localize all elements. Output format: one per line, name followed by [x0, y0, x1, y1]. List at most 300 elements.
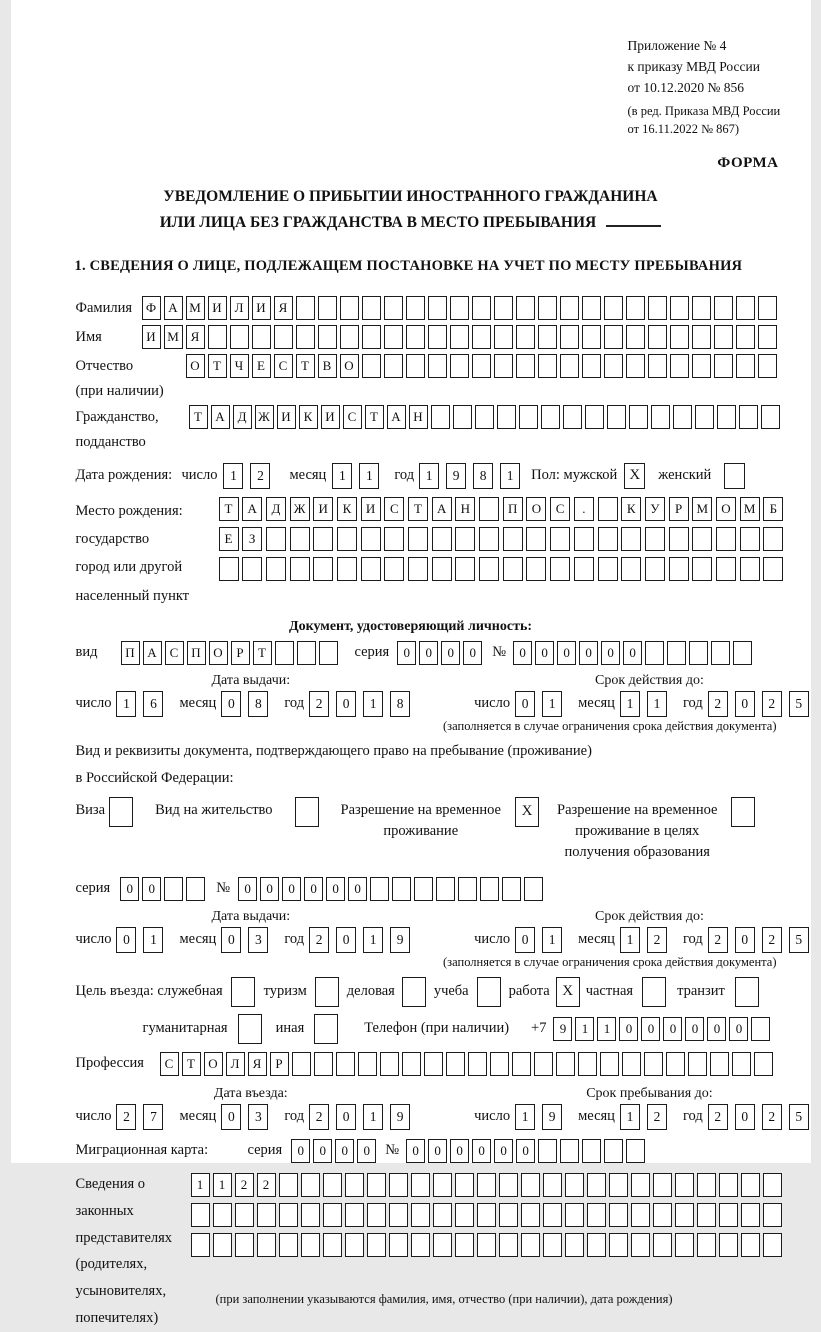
char-box[interactable]: [384, 296, 403, 320]
char-box[interactable]: [219, 557, 239, 581]
char-box[interactable]: [582, 354, 601, 378]
char-box[interactable]: [502, 877, 521, 901]
char-box[interactable]: [622, 1052, 641, 1076]
char-box[interactable]: [402, 1052, 421, 1076]
char-box[interactable]: [323, 1173, 342, 1197]
char-box[interactable]: [411, 1233, 430, 1257]
char-box[interactable]: 0: [120, 877, 139, 901]
char-box[interactable]: 0: [397, 641, 416, 665]
char-box[interactable]: [521, 1203, 540, 1227]
char-box[interactable]: [455, 1233, 474, 1257]
visa-checkbox[interactable]: [109, 797, 133, 827]
char-box[interactable]: [560, 354, 579, 378]
char-box[interactable]: [242, 557, 262, 581]
char-box[interactable]: [675, 1173, 694, 1197]
char-box[interactable]: 9: [553, 1017, 572, 1041]
char-box[interactable]: [450, 325, 469, 349]
char-box[interactable]: [543, 1173, 562, 1197]
char-box[interactable]: 0: [357, 1139, 376, 1163]
char-box[interactable]: [406, 325, 425, 349]
char-box[interactable]: И: [313, 497, 333, 521]
char-box[interactable]: 0: [494, 1139, 513, 1163]
char-box[interactable]: [252, 325, 271, 349]
char-box[interactable]: [380, 1052, 399, 1076]
char-box[interactable]: 2: [309, 927, 329, 953]
char-box[interactable]: [336, 1052, 355, 1076]
char-box[interactable]: [479, 557, 499, 581]
char-box[interactable]: [453, 405, 472, 429]
char-box[interactable]: [598, 557, 618, 581]
char-box[interactable]: 1: [620, 927, 640, 953]
char-box[interactable]: С: [160, 1052, 179, 1076]
char-box[interactable]: [670, 325, 689, 349]
char-box[interactable]: [313, 527, 333, 551]
char-box[interactable]: 1: [500, 463, 520, 489]
char-box[interactable]: [499, 1233, 518, 1257]
char-box[interactable]: [480, 877, 499, 901]
char-box[interactable]: [763, 1233, 782, 1257]
char-box[interactable]: [361, 557, 381, 581]
char-box[interactable]: [266, 557, 286, 581]
char-box[interactable]: [673, 405, 692, 429]
sex-female-checkbox[interactable]: [724, 463, 745, 489]
char-box[interactable]: [717, 405, 736, 429]
char-box[interactable]: [689, 641, 708, 665]
char-box[interactable]: 8: [248, 691, 268, 717]
char-box[interactable]: 2: [647, 927, 667, 953]
temp-permit-checkbox[interactable]: X: [515, 797, 539, 827]
char-box[interactable]: 1: [575, 1017, 594, 1041]
char-box[interactable]: [479, 527, 499, 551]
char-box[interactable]: [406, 354, 425, 378]
char-box[interactable]: [318, 325, 337, 349]
char-box[interactable]: М: [186, 296, 205, 320]
char-box[interactable]: [534, 1052, 553, 1076]
char-box[interactable]: [669, 557, 689, 581]
char-box[interactable]: [384, 354, 403, 378]
char-box[interactable]: Д: [266, 497, 286, 521]
char-box[interactable]: 3: [248, 927, 268, 953]
char-box[interactable]: [550, 557, 570, 581]
char-box[interactable]: Ч: [230, 354, 249, 378]
char-box[interactable]: [290, 557, 310, 581]
char-box[interactable]: [741, 1203, 760, 1227]
char-box[interactable]: П: [503, 497, 523, 521]
char-box[interactable]: [230, 325, 249, 349]
char-box[interactable]: [609, 1173, 628, 1197]
char-box[interactable]: [428, 296, 447, 320]
char-box[interactable]: 0: [601, 641, 620, 665]
char-box[interactable]: [475, 405, 494, 429]
char-box[interactable]: 3: [248, 1104, 268, 1130]
char-box[interactable]: [609, 1203, 628, 1227]
char-box[interactable]: [340, 325, 359, 349]
char-box[interactable]: Я: [248, 1052, 267, 1076]
char-box[interactable]: [213, 1203, 232, 1227]
char-box[interactable]: [604, 354, 623, 378]
char-box[interactable]: [675, 1233, 694, 1257]
char-box[interactable]: Д: [233, 405, 252, 429]
char-box[interactable]: [345, 1173, 364, 1197]
char-box[interactable]: [257, 1203, 276, 1227]
char-box[interactable]: А: [387, 405, 406, 429]
char-box[interactable]: [472, 325, 491, 349]
char-box[interactable]: [556, 1052, 575, 1076]
char-box[interactable]: [758, 296, 777, 320]
char-box[interactable]: [631, 1203, 650, 1227]
char-box[interactable]: О: [716, 497, 736, 521]
char-box[interactable]: 1: [143, 927, 163, 953]
char-box[interactable]: [319, 641, 338, 665]
purpose-business-checkbox[interactable]: [402, 977, 426, 1007]
char-box[interactable]: [675, 1203, 694, 1227]
char-box[interactable]: 1: [515, 1104, 535, 1130]
char-box[interactable]: [358, 1052, 377, 1076]
purpose-work-checkbox[interactable]: X: [556, 977, 580, 1007]
char-box[interactable]: 1: [223, 463, 243, 489]
char-box[interactable]: 0: [735, 927, 755, 953]
char-box[interactable]: [446, 1052, 465, 1076]
char-box[interactable]: 0: [419, 641, 438, 665]
char-box[interactable]: [337, 527, 357, 551]
char-box[interactable]: 2: [762, 927, 782, 953]
char-box[interactable]: [714, 354, 733, 378]
char-box[interactable]: 1: [419, 463, 439, 489]
char-box[interactable]: 2: [309, 691, 329, 717]
purpose-official-checkbox[interactable]: [231, 977, 255, 1007]
char-box[interactable]: [538, 1139, 557, 1163]
char-box[interactable]: [651, 405, 670, 429]
char-box[interactable]: [763, 1203, 782, 1227]
char-box[interactable]: Т: [408, 497, 428, 521]
char-box[interactable]: [688, 1052, 707, 1076]
char-box[interactable]: [362, 296, 381, 320]
char-box[interactable]: 0: [142, 877, 161, 901]
char-box[interactable]: 9: [390, 927, 410, 953]
char-box[interactable]: [574, 527, 594, 551]
char-box[interactable]: О: [209, 641, 228, 665]
char-box[interactable]: 0: [335, 1139, 354, 1163]
char-box[interactable]: [741, 1173, 760, 1197]
char-box[interactable]: 1: [213, 1173, 232, 1197]
char-box[interactable]: [526, 557, 546, 581]
char-box[interactable]: [516, 296, 535, 320]
temp-edu-checkbox[interactable]: [731, 797, 755, 827]
char-box[interactable]: [411, 1173, 430, 1197]
char-box[interactable]: С: [550, 497, 570, 521]
char-box[interactable]: 0: [221, 691, 241, 717]
char-box[interactable]: С: [274, 354, 293, 378]
char-box[interactable]: [458, 877, 477, 901]
char-box[interactable]: [736, 296, 755, 320]
char-box[interactable]: С: [165, 641, 184, 665]
char-box[interactable]: Н: [409, 405, 428, 429]
char-box[interactable]: [550, 527, 570, 551]
char-box[interactable]: [695, 405, 714, 429]
char-box[interactable]: [367, 1173, 386, 1197]
char-box[interactable]: [384, 557, 404, 581]
char-box[interactable]: [763, 1173, 782, 1197]
char-box[interactable]: [389, 1173, 408, 1197]
char-box[interactable]: 0: [729, 1017, 748, 1041]
char-box[interactable]: [565, 1203, 584, 1227]
char-box[interactable]: [538, 354, 557, 378]
char-box[interactable]: [719, 1173, 738, 1197]
char-box[interactable]: М: [164, 325, 183, 349]
char-box[interactable]: [432, 527, 452, 551]
char-box[interactable]: [455, 527, 475, 551]
char-box[interactable]: [541, 405, 560, 429]
char-box[interactable]: 2: [708, 691, 728, 717]
purpose-transit-checkbox[interactable]: [735, 977, 759, 1007]
char-box[interactable]: А: [432, 497, 452, 521]
char-box[interactable]: 1: [332, 463, 352, 489]
char-box[interactable]: 1: [359, 463, 379, 489]
char-box[interactable]: [621, 527, 641, 551]
char-box[interactable]: [433, 1173, 452, 1197]
char-box[interactable]: 8: [473, 463, 493, 489]
char-box[interactable]: [274, 325, 293, 349]
char-box[interactable]: 2: [708, 927, 728, 953]
char-box[interactable]: [763, 527, 783, 551]
char-box[interactable]: [732, 1052, 751, 1076]
char-box[interactable]: [582, 325, 601, 349]
char-box[interactable]: [626, 354, 645, 378]
char-box[interactable]: [191, 1233, 210, 1257]
char-box[interactable]: [292, 1052, 311, 1076]
char-box[interactable]: [477, 1233, 496, 1257]
char-box[interactable]: [406, 296, 425, 320]
char-box[interactable]: [337, 557, 357, 581]
char-box[interactable]: [543, 1233, 562, 1257]
char-box[interactable]: О: [340, 354, 359, 378]
char-box[interactable]: [521, 1173, 540, 1197]
char-box[interactable]: [296, 325, 315, 349]
char-box[interactable]: [604, 1139, 623, 1163]
char-box[interactable]: [468, 1052, 487, 1076]
residence-permit-checkbox[interactable]: [295, 797, 319, 827]
char-box[interactable]: [670, 354, 689, 378]
char-box[interactable]: [340, 296, 359, 320]
char-box[interactable]: [758, 354, 777, 378]
char-box[interactable]: [631, 1173, 650, 1197]
char-box[interactable]: [692, 557, 712, 581]
char-box[interactable]: 1: [542, 691, 562, 717]
char-box[interactable]: 2: [250, 463, 270, 489]
char-box[interactable]: [477, 1203, 496, 1227]
char-box[interactable]: Е: [252, 354, 271, 378]
char-box[interactable]: [626, 1139, 645, 1163]
char-box[interactable]: [692, 296, 711, 320]
char-box[interactable]: [279, 1173, 298, 1197]
char-box[interactable]: [428, 325, 447, 349]
char-box[interactable]: 0: [735, 691, 755, 717]
char-box[interactable]: И: [321, 405, 340, 429]
char-box[interactable]: В: [318, 354, 337, 378]
char-box[interactable]: [741, 1233, 760, 1257]
char-box[interactable]: А: [211, 405, 230, 429]
char-box[interactable]: 9: [390, 1104, 410, 1130]
purpose-tourism-checkbox[interactable]: [315, 977, 339, 1007]
char-box[interactable]: [524, 877, 543, 901]
char-box[interactable]: [538, 296, 557, 320]
char-box[interactable]: 0: [221, 1104, 241, 1130]
char-box[interactable]: [455, 557, 475, 581]
char-box[interactable]: [516, 325, 535, 349]
char-box[interactable]: 9: [542, 1104, 562, 1130]
char-box[interactable]: [516, 354, 535, 378]
char-box[interactable]: [408, 527, 428, 551]
char-box[interactable]: [290, 527, 310, 551]
char-box[interactable]: [758, 325, 777, 349]
char-box[interactable]: [574, 557, 594, 581]
char-box[interactable]: 7: [143, 1104, 163, 1130]
char-box[interactable]: М: [740, 497, 760, 521]
char-box[interactable]: [414, 877, 433, 901]
char-box[interactable]: [587, 1173, 606, 1197]
char-box[interactable]: [697, 1203, 716, 1227]
char-box[interactable]: [711, 641, 730, 665]
char-box[interactable]: [345, 1233, 364, 1257]
char-box[interactable]: [384, 527, 404, 551]
char-box[interactable]: [301, 1173, 320, 1197]
char-box[interactable]: [609, 1233, 628, 1257]
char-box[interactable]: З: [242, 527, 262, 551]
sex-male-checkbox[interactable]: X: [624, 463, 645, 489]
char-box[interactable]: [411, 1203, 430, 1227]
char-box[interactable]: [719, 1203, 738, 1227]
char-box[interactable]: [424, 1052, 443, 1076]
char-box[interactable]: 0: [513, 641, 532, 665]
char-box[interactable]: 0: [336, 927, 356, 953]
char-box[interactable]: О: [204, 1052, 223, 1076]
char-box[interactable]: [450, 296, 469, 320]
char-box[interactable]: [436, 877, 455, 901]
char-box[interactable]: 1: [191, 1173, 210, 1197]
char-box[interactable]: 2: [762, 691, 782, 717]
purpose-private-checkbox[interactable]: [642, 977, 666, 1007]
char-box[interactable]: У: [645, 497, 665, 521]
char-box[interactable]: 0: [641, 1017, 660, 1041]
char-box[interactable]: [607, 405, 626, 429]
char-box[interactable]: 0: [463, 641, 482, 665]
char-box[interactable]: И: [142, 325, 161, 349]
char-box[interactable]: 0: [238, 877, 257, 901]
char-box[interactable]: [318, 296, 337, 320]
char-box[interactable]: 2: [257, 1173, 276, 1197]
char-box[interactable]: [235, 1203, 254, 1227]
char-box[interactable]: [432, 557, 452, 581]
char-box[interactable]: [275, 641, 294, 665]
char-box[interactable]: [629, 405, 648, 429]
char-box[interactable]: [472, 296, 491, 320]
char-box[interactable]: 8: [390, 691, 410, 717]
char-box[interactable]: [631, 1233, 650, 1257]
char-box[interactable]: [598, 497, 618, 521]
char-box[interactable]: 1: [542, 927, 562, 953]
purpose-humanitarian-checkbox[interactable]: [238, 1014, 262, 1044]
char-box[interactable]: [697, 1173, 716, 1197]
char-box[interactable]: [257, 1233, 276, 1257]
char-box[interactable]: Т: [296, 354, 315, 378]
char-box[interactable]: [587, 1233, 606, 1257]
char-box[interactable]: 0: [326, 877, 345, 901]
char-box[interactable]: 0: [515, 691, 535, 717]
char-box[interactable]: [384, 325, 403, 349]
char-box[interactable]: Т: [208, 354, 227, 378]
char-box[interactable]: Ж: [290, 497, 310, 521]
char-box[interactable]: 5: [789, 927, 809, 953]
char-box[interactable]: [666, 1052, 685, 1076]
char-box[interactable]: 0: [260, 877, 279, 901]
char-box[interactable]: [669, 527, 689, 551]
char-box[interactable]: А: [242, 497, 262, 521]
char-box[interactable]: 0: [282, 877, 301, 901]
char-box[interactable]: [560, 296, 579, 320]
char-box[interactable]: [431, 405, 450, 429]
char-box[interactable]: 0: [472, 1139, 491, 1163]
char-box[interactable]: [408, 557, 428, 581]
char-box[interactable]: [503, 527, 523, 551]
char-box[interactable]: Ф: [142, 296, 161, 320]
char-box[interactable]: [455, 1173, 474, 1197]
char-box[interactable]: [370, 877, 389, 901]
char-box[interactable]: 1: [363, 927, 383, 953]
char-box[interactable]: [266, 527, 286, 551]
char-box[interactable]: 0: [450, 1139, 469, 1163]
char-box[interactable]: Р: [270, 1052, 289, 1076]
char-box[interactable]: 0: [116, 927, 136, 953]
char-box[interactable]: [494, 325, 513, 349]
char-box[interactable]: [323, 1233, 342, 1257]
char-box[interactable]: Л: [230, 296, 249, 320]
char-box[interactable]: [472, 354, 491, 378]
char-box[interactable]: [392, 877, 411, 901]
char-box[interactable]: [697, 1233, 716, 1257]
char-box[interactable]: 0: [663, 1017, 682, 1041]
char-box[interactable]: [600, 1052, 619, 1076]
char-box[interactable]: [692, 354, 711, 378]
char-box[interactable]: [604, 325, 623, 349]
char-box[interactable]: [736, 325, 755, 349]
char-box[interactable]: [754, 1052, 773, 1076]
char-box[interactable]: 1: [647, 691, 667, 717]
char-box[interactable]: [389, 1233, 408, 1257]
char-box[interactable]: [653, 1233, 672, 1257]
char-box[interactable]: 1: [116, 691, 136, 717]
char-box[interactable]: Т: [219, 497, 239, 521]
char-box[interactable]: [521, 1233, 540, 1257]
char-box[interactable]: 0: [406, 1139, 425, 1163]
char-box[interactable]: [362, 325, 381, 349]
char-box[interactable]: [763, 557, 783, 581]
char-box[interactable]: 0: [515, 927, 535, 953]
char-box[interactable]: [582, 296, 601, 320]
char-box[interactable]: [186, 877, 205, 901]
char-box[interactable]: 0: [579, 641, 598, 665]
char-box[interactable]: [477, 1173, 496, 1197]
char-box[interactable]: 2: [309, 1104, 329, 1130]
char-box[interactable]: К: [299, 405, 318, 429]
char-box[interactable]: 6: [143, 691, 163, 717]
char-box[interactable]: [714, 296, 733, 320]
char-box[interactable]: [670, 296, 689, 320]
char-box[interactable]: [740, 557, 760, 581]
char-box[interactable]: 1: [363, 691, 383, 717]
char-box[interactable]: [543, 1203, 562, 1227]
char-box[interactable]: И: [277, 405, 296, 429]
char-box[interactable]: Н: [455, 497, 475, 521]
